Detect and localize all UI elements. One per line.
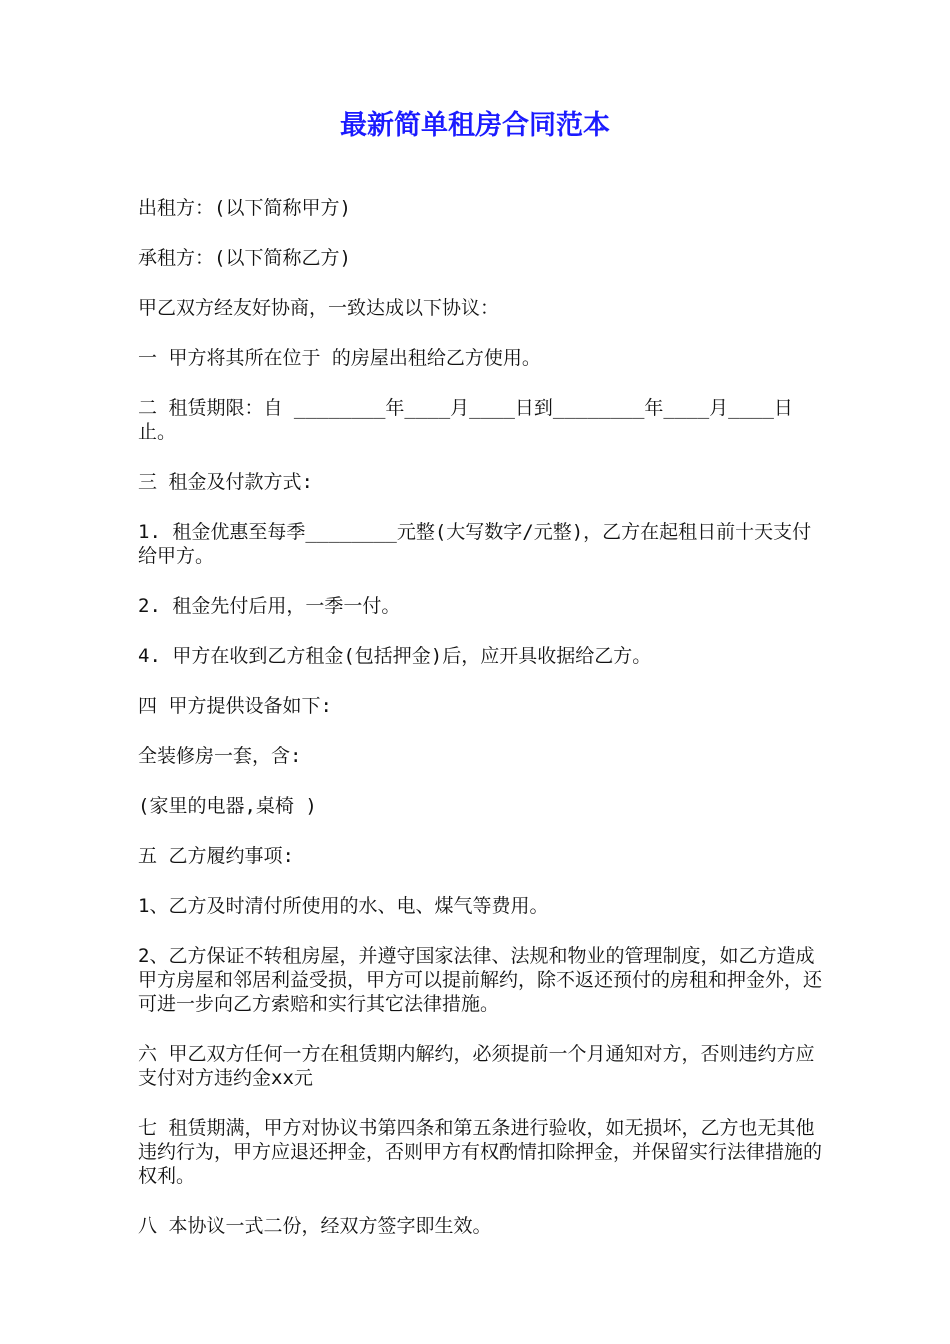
paragraph-clause-1: 一 甲方将其所在位于 的房屋出租给乙方使用。 [138,347,541,369]
paragraph-clause-7-expiry: 七 租赁期满，甲方对协议书第四条和第五条进行验收，如无损坏，乙方也无其他违约行为，甲方应退还押金，否则甲方有权酌情扣除押金，并保留实行法律措施的权利。 [138,1117,823,1187]
paragraph-equipment-list: (家里的电器,桌椅 ) [138,795,317,817]
paragraph-lessor: 出租方：(以下简称甲方) [138,197,351,219]
paragraph-clause-5-obligations: 五 乙方履约事项: [138,845,294,867]
paragraph-clause-3-rent: 三 租金及付款方式: [138,471,313,493]
paragraph-lessee: 承租方：(以下简称乙方) [138,247,351,269]
paragraph-rent-item-2: 2. 租金先付后用，一季一付。 [138,595,401,617]
paragraph-clause-6-termination: 六 甲乙双方任何一方在租赁期内解约，必须提前一个月通知对方，否则违约方应支付对方违约金xx元 [138,1043,815,1089]
paragraph-rent-item-4: 4. 甲方在收到乙方租金(包括押金)后，应开具收据给乙方。 [138,645,652,667]
paragraph-rent-item-1: 1. 租金优惠至每季________元整(大写数字/元整)，乙方在起租日前十天支付给甲方。 [138,521,812,567]
document-title: 最新简单租房合同范本 [340,110,610,141]
paragraph-obligation-1: 1、乙方及时清付所使用的水、电、煤气等费用。 [138,895,549,917]
paragraph-clause-8-copies: 八 本协议一式二份，经双方签字即生效。 [138,1215,492,1237]
paragraph-clause-4-equipment: 四 甲方提供设备如下: [138,695,332,717]
contract-body [138,196,822,1264]
paragraph-obligation-2: 2、乙方保证不转租房屋，并遵守国家法律、法规和物业的管理制度，如乙方造成甲方房屋和邻居利益受损，甲方可以提前解约，除不返还预付的房租和押金外，还可进一步向乙方索赔和实行其它法律措施。 [138,945,823,1015]
paragraph-agreement-intro: 甲乙双方经友好协商，一致达成以下协议： [138,297,500,319]
paragraph-equipment-desc: 全装修房一套，含: [138,745,302,767]
paragraph-clause-2-term: 二 租赁期限：自 ________年____月____日到________年____月____日止。 [138,397,793,443]
